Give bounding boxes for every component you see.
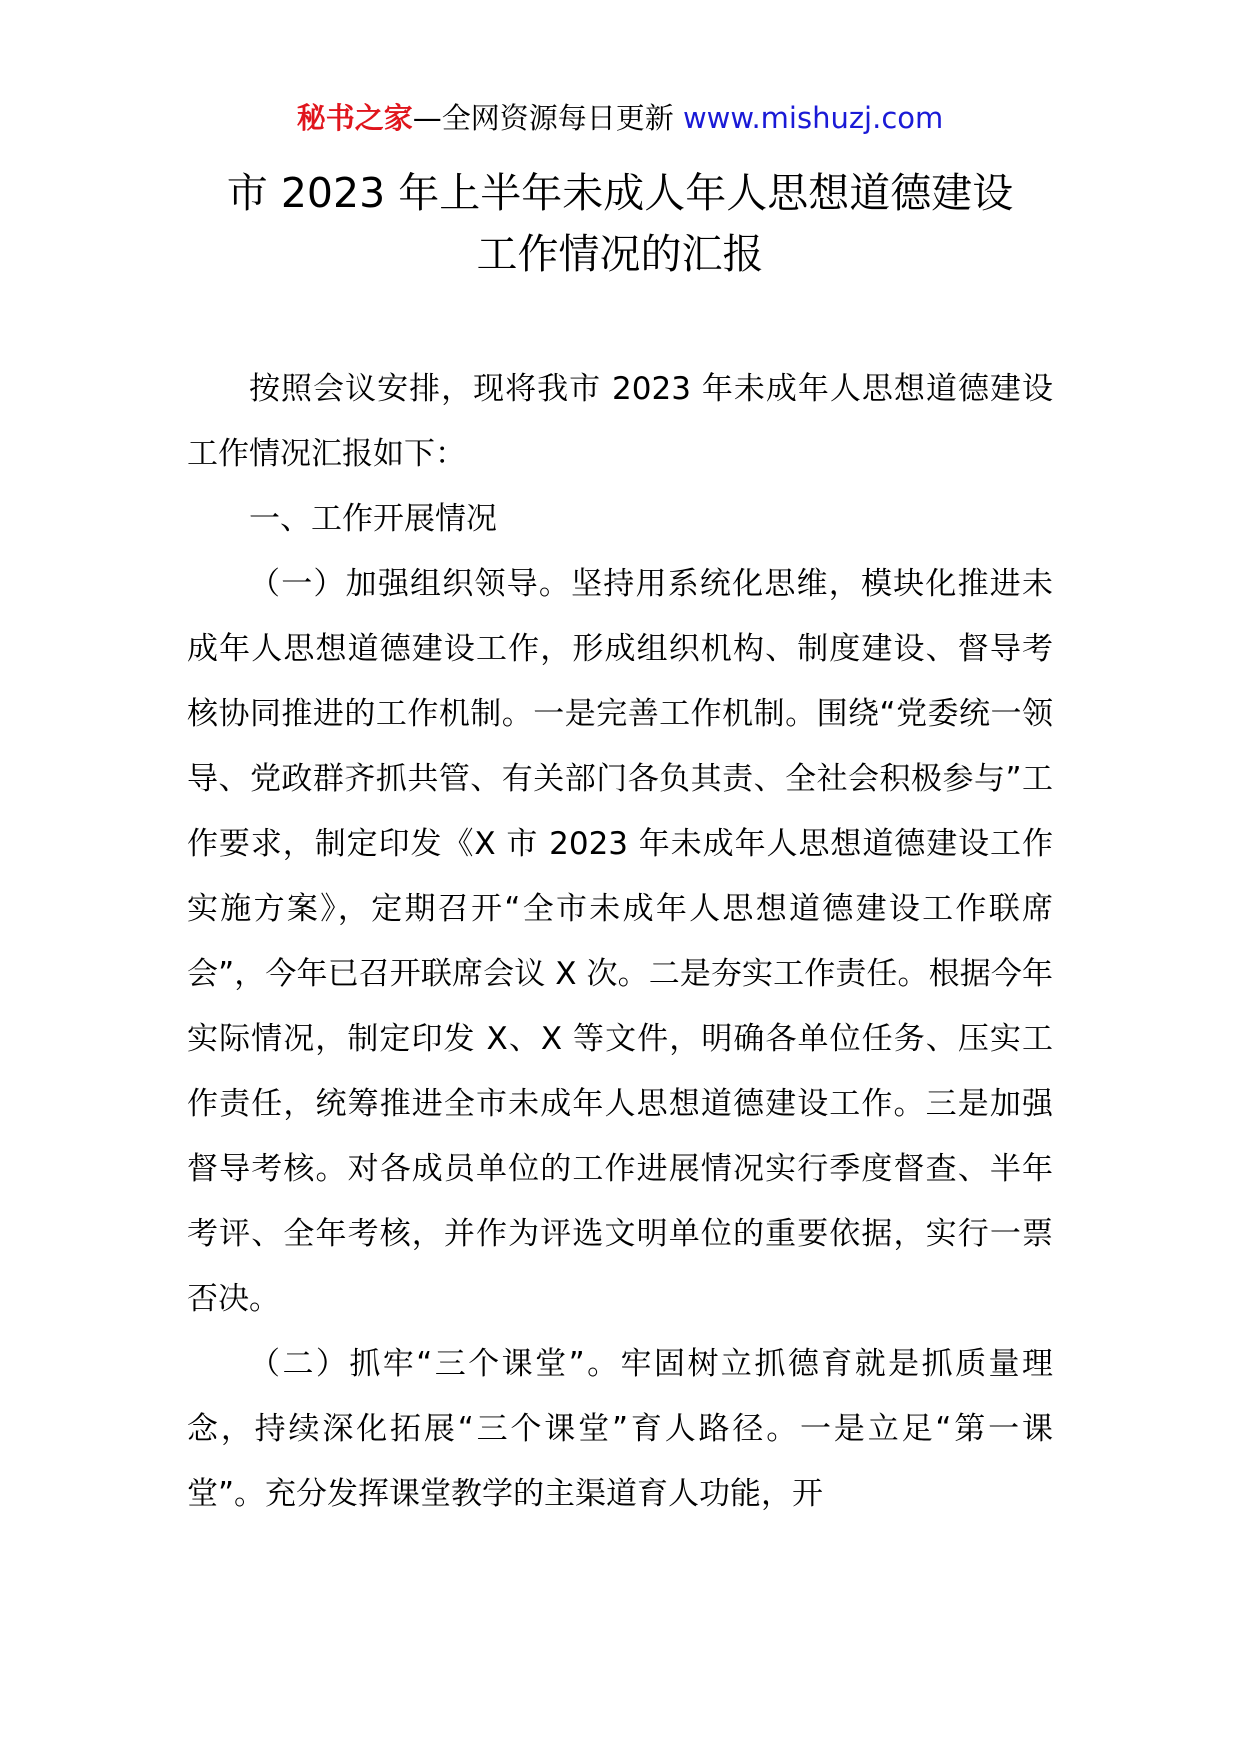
intro-paragraph: 按照会议安排，现将我市 2023 年未成年人思想道德建设工作情况汇报如下： [187, 371, 1053, 472]
site-header [0, 98, 1240, 138]
body-paragraph: （二）抓牢“三个课堂”。牢固树立抓德育就是抓质量理念，持续深化拓展“三个课堂”育人路径。一是立足“第一课堂”。充分发挥课堂教学的主渠道育人功能，开 [187, 1346, 1053, 1512]
document-title-line-1: 市 2023 年上半年未成人年人思想道德建设 [226, 169, 1014, 217]
document-title [150, 163, 1090, 285]
document-title-line-2: 工作情况的汇报 [476, 230, 764, 278]
site-url-link[interactable]: www.mishuzj.com [682, 101, 944, 135]
site-brand: 秘书之家 [296, 101, 413, 135]
site-tagline: —全网资源每日更新 [412, 101, 683, 135]
body-paragraph: （一）加强组织领导。坚持用系统化思维，模块化推进未成年人思想道德建设工作，形成组织机构、制度建设、督导考核协同推进的工作机制。一是完善工作机制。围绕“党委统一领导、党政群齐抓共管、有关部门各负其责、全社会积极参与”工作要求，制定印发《X 市 2023 年未成年人思想道德建设工作实施方案》，定期召开“全市未成年人思想道德建设工作联席会”，今年已召开联席会议 X 次。二是夯实工作责任。根据今年实际情况，制定印发 X、X 等文件，明确各单位任务、压实工作责任，统筹推进全市未成年人思想道德建设工作。三是加强督导考核。对各成员单位的工作进展情况实行季度督查、半年考评、全年考核，并作为评选文明单位的重要依据，实行一票否决。 [187, 566, 1053, 1317]
section-heading: 一、工作开展情况 [249, 501, 497, 537]
document-body [187, 357, 1053, 1527]
